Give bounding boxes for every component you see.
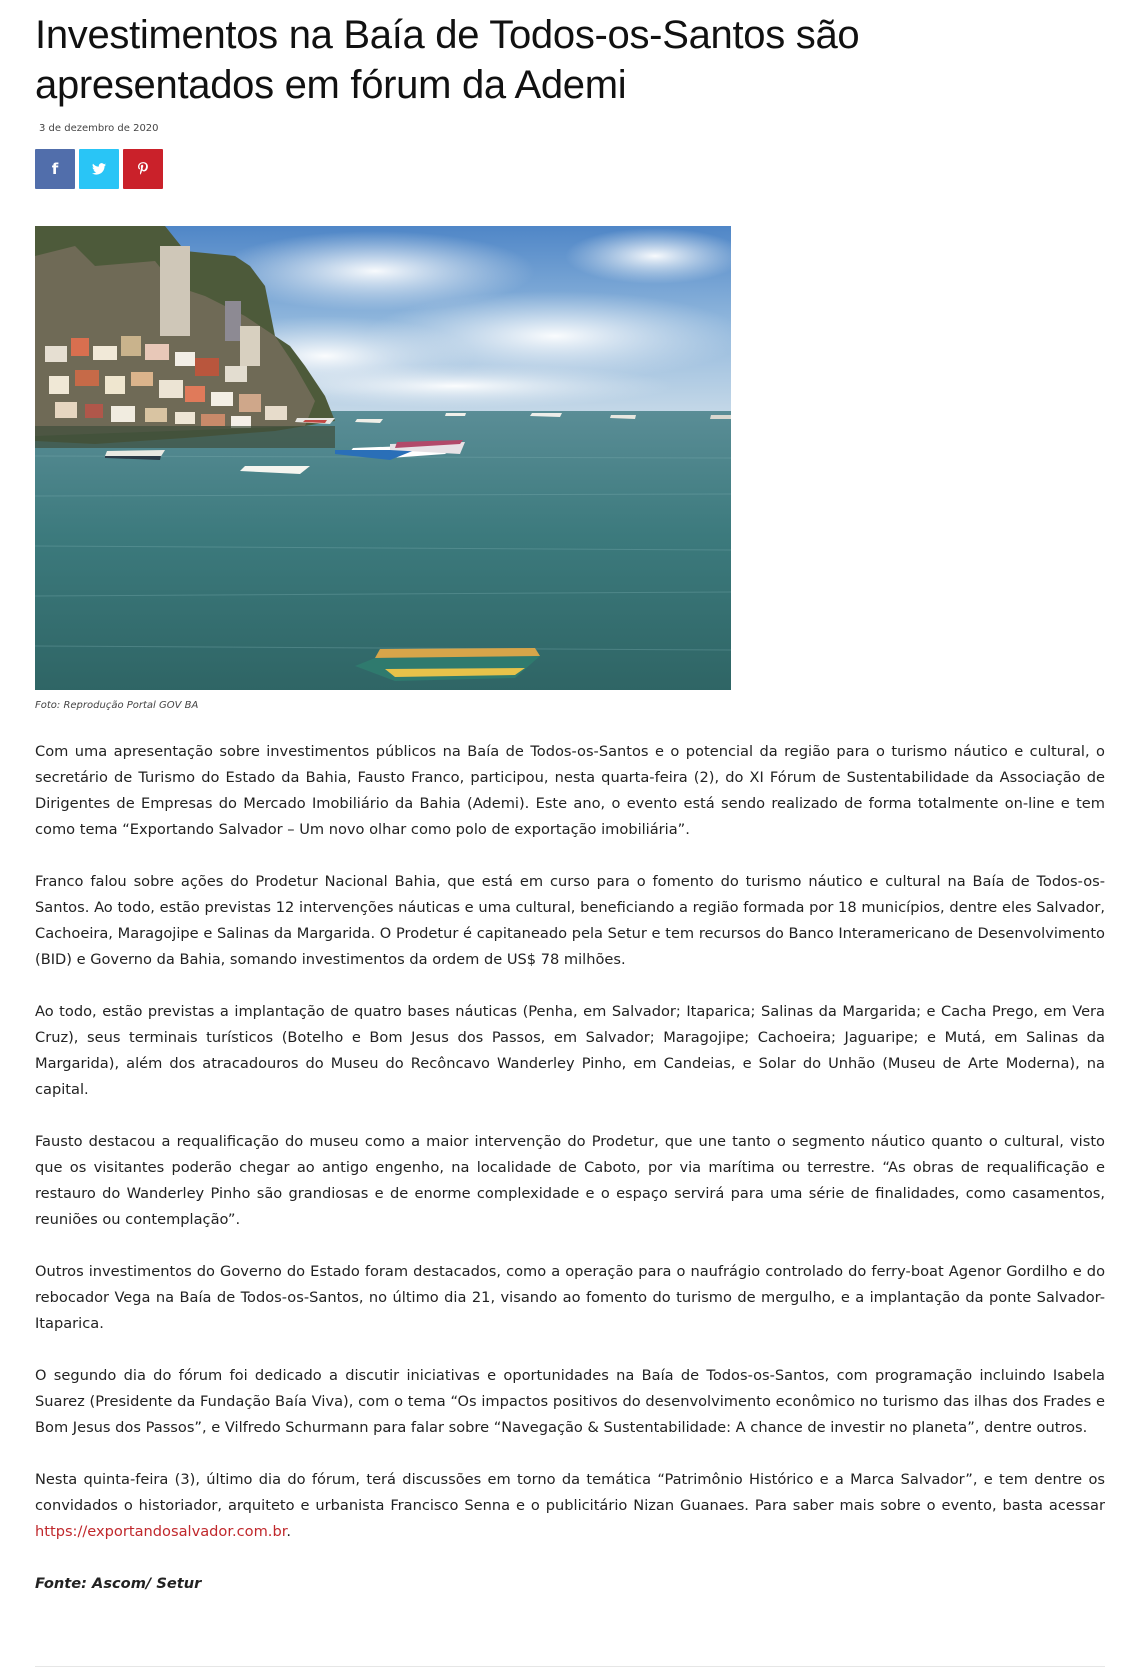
pinterest-icon bbox=[138, 162, 148, 176]
divider bbox=[35, 1666, 1105, 1667]
paragraph: Outros investimentos do Governo do Estado foram destacados, como a operação para o naufrágio controlado do ferry-boat Agenor Gordilho e do rebocador Vega na Baía de Todos-os-Santos, no último dia 21, visando ao fomento do turismo de mergulho, e a implantação da ponte Salvador-Itaparica. bbox=[35, 1263, 1105, 1332]
bay-photo bbox=[35, 226, 731, 690]
share-buttons bbox=[35, 149, 1105, 189]
paragraph-text: Nesta quinta-feira (3), último dia do fórum, terá discussões em torno da temática “Patrimônio Histórico e a Marca Salvador”, e tem dentre os convidados o historiador, arquiteto e urbanista Francisco Senna e o publicitário Nizan Guanaes. Para saber mais sobre o evento, basta acessar bbox=[35, 1471, 1105, 1514]
paragraph-with-link bbox=[35, 1467, 1105, 1545]
article bbox=[35, 0, 1105, 1623]
paragraph: Franco falou sobre ações do Prodetur Nacional Bahia, que está em curso para o fomento do turismo náutico e cultural na Baía de Todos-os-Santos. Ao todo, estão previstas 12 intervenções náuticas e uma cultural, beneficiando a região formada por 18 municípios, dentre eles Salvador, Cachoeira, Maragojipe e Salinas da Margarida. O Prodetur é capitaneado pela Setur e tem recursos do Banco Interamericano de Desenvolvimento (BID) e Governo da Bahia, somando investimentos da ordem de US$ 78 milhões. bbox=[35, 873, 1105, 968]
article-date: 3 de dezembro de 2020 bbox=[39, 123, 159, 134]
article-body bbox=[35, 739, 1105, 1597]
article-source: Fonte: Ascom/ Setur bbox=[35, 1575, 202, 1592]
paragraph: O segundo dia do fórum foi dedicado a discutir iniciativas e oportunidades na Baía de Todos-os-Santos, com programação incluindo Isabela Suarez (Presidente da Fundação Baía Viva), com o tema “Os impactos positivos do desenvolvimento econômico no turismo das ilhas dos Frades e Bom Jesus dos Passos”, e Vilfredo Schurmann para falar sobre “Navegação & Sustentabilidade: A chance de investir no planeta”, dentre outros. bbox=[35, 1367, 1105, 1436]
twitter-share-button[interactable] bbox=[79, 149, 119, 189]
twitter-icon bbox=[92, 163, 106, 175]
article-image bbox=[35, 226, 731, 690]
facebook-share-button[interactable] bbox=[35, 149, 75, 189]
facebook-icon: f bbox=[51, 160, 59, 178]
image-caption: Foto: Reprodução Portal GOV BA bbox=[35, 700, 199, 711]
link-suffix: . bbox=[286, 1523, 292, 1540]
event-website-link[interactable]: https://exportandosalvador.com.br bbox=[35, 1523, 287, 1540]
paragraph: Com uma apresentação sobre investimentos públicos na Baía de Todos-os-Santos e o potencial da região para o turismo náutico e cultural, o secretário de Turismo do Estado da Bahia, Fausto Franco, participou, nesta quarta-feira (2), do XI Fórum de Sustentabilidade da Associação de Dirigentes de Empresas do Mercado Imobiliário da Bahia (Ademi). Este ano, o evento está sendo realizado de forma totalmente on-line e tem como tema “Exportando Salvador – Um novo olhar como polo de exportação imobiliária”. bbox=[35, 743, 1105, 838]
pinterest-share-button[interactable] bbox=[123, 149, 163, 189]
article-title: Investimentos na Baía de Todos-os-Santos são apresentados em fórum da Ademi bbox=[35, 13, 860, 107]
paragraph: Fausto destacou a requalificação do museu como a maior intervenção do Prodetur, que une tanto o segmento náutico quanto o cultural, visto que os visitantes poderão chegar ao antigo engenho, na localidade de Caboto, por via marítima ou terrestre. “As obras de requalificação e restauro do Wanderley Pinho são grandiosas e de enorme complexidade e o espaço servirá para uma série de finalidades, como casamentos, reuniões ou contemplação”. bbox=[35, 1133, 1105, 1228]
paragraph: Ao todo, estão previstas a implantação de quatro bases náuticas (Penha, em Salvador; Itaparica; Salinas da Margarida; e Cacha Prego, em Vera Cruz), seus terminais turísticos (Botelho e Bom Jesus dos Passos, em Salvador; Maragojipe; Cachoeira; Jaguaripe; e Mutá, em Salinas da Margarida), além dos atracadouros do Museu do Recôncavo Wanderley Pinho, em Candeias, e Solar do Unhão (Museu de Arte Moderna), na capital. bbox=[35, 1003, 1105, 1098]
